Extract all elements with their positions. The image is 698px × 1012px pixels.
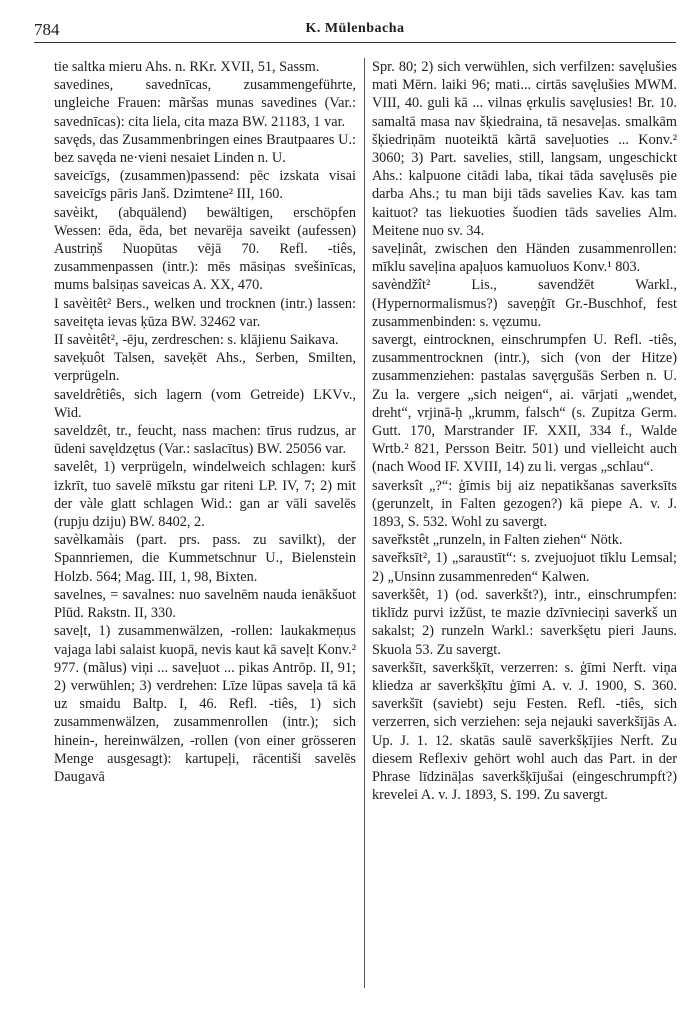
dictionary-entry: saveķuôt Talsen, saveķēt Ahs., Serben, Smilten, verprügeln. xyxy=(54,350,356,385)
column-divider xyxy=(364,58,365,988)
dictionary-entry: Spr. 80; 2) sich verwühlen, sich verfilzen: savęlušies mati Mērn. laiki 96; mati... cirtās savęlušies MWM. VIII, 40. guli kā ... vilnas ęrkulis savęlusies! Br. 10. samaltā masa nav šķiedraina, tā nesaveļas. smalkām šķiedriņām nuoteiktā kãrtā saveļuoties ... Konv.² 3060; 3) Part. savelies, still, langsam, ungeschickt Ahs.: kalpuone citādi laba, tikai tāda savęlusēs pie darba Ahs.; tu man biji tāds savelies Kav. kas tam kaituot? tas liekuoties šuodien tāds savelies Alm. Meitene nuo sv. 34. xyxy=(372,59,677,239)
page-header xyxy=(34,14,676,40)
dictionary-entry: savelnes, = savalnes: nuo savelnēm nauda ienākšuot Plūd. Rakstn. II, 330. xyxy=(54,586,356,622)
running-title: K. Mülenbacha xyxy=(305,21,405,36)
dictionary-entry: savèndžît² Lis., savendžēt Warkl., (Hypernormalismus?) saveņģīt Gr.-Buschhof, fest zusammenbinden: s. vęzumu. xyxy=(372,277,677,330)
dictionary-entry: savergt, eintrocknen, einschrumpfen U. Refl. -tiês, zusammentrocknen (intr.), sich (von der Hitze) zusammenziehen: pastalas savęrgušās Serben n. U. Zu la. vergere „sich neigen“, ai. vārjati „wendet, dreht“, vrjinā-ḥ „krumm, falsch“ (s. Zupitza Germ. Gutt. 170, Marstrander IF. XXII, 334 f., Walde Wrtb.² 821, Persson Beitr. 501) und vielleicht auch (nach Wood IF. XVIII, 14) zu li. vergas „schlau“. xyxy=(372,332,677,476)
dictionary-entry: savęds, das Zusammenbringen eines Brautpaares U.: bez savęda ne·vieni nesaiet Linden n. U. xyxy=(54,131,356,167)
right-column xyxy=(372,58,677,804)
dictionary-entry: savelêt, 1) verprügeln, windelweich schlagen: kurš izkrīt, tuo savelē mīkstu gar riteni LP. IV, 7; 2) mit der vàle glatt schlagen Wid.: gan ar vāli savelēs (rupju dziju) BW. 8402, 2. xyxy=(54,459,356,531)
dictionary-entry: saveldzêt, tr., feucht, nass machen: tīrus rudzus, ar ūdeni savęldzętus (Var.: saslacītus) BW. 25056 var. xyxy=(54,423,356,458)
dictionary-entry: I savèitêt² Bers., welken und trocknen (intr.) lassen: saveitęta ievas ķūza BW. 32462 var. xyxy=(54,295,356,330)
dictionary-entry: tie saltka mieru Ahs. n. RKr. XVII, 51, Sassm. xyxy=(54,59,320,75)
dictionary-entry: saverksît „?“: ģīmis bij aiz nepatikšanas saverksīts (gerunzelt, in Falten gezogen?) kā piepe A. v. J. 1893, S. 532. Wohl zu savergt. xyxy=(372,477,677,531)
dictionary-entry: saveļt, 1) zusammenwälzen, -rollen: laukakmeņus vajaga labi salaist kuopā, nevis kaut kā saveļt Konv.² 977. (mãlus) viņi ... saveļuot ... pikas Antrōp. II, 91; 2) verwühlen; 3) verdrehen: Līze lūpas saveļa tā kā uz smaidu Baltp. I, 46. Refl. -tiês, 1) sich zusammenwälzen, zusammenrollen (intr.); sich hinein-, hereinwälzen, -rollen (von einer grösseren Menge ausgesagt): kartupeļi, rācentiši savelēs Daugavā xyxy=(54,623,356,785)
dictionary-entry: saverkšīt, saverkšķīt, verzerren: s. ģīmi Nerft. viņa kliedza ar saverkšķītu ģīmi A. v. J. 1900, S. 360. saverkšīt (saviebt) seju Festen. Refl. -tiês, sich verzerren, sich verziehen: seja nejauki saverkšījās A. Up. J. 1. 12. skatās saulē saverkšķījies Nerft. Zu diesem Reflexiv gehört wohl auch das Part. in der Phrase līdzināļas saverkšķījušai (eingeschrumpft?) krevelei A. v. J. 1893, S. 199. Zu savergt. xyxy=(372,659,677,804)
dictionary-entry: saveļinât, zwischen den Händen zusammenrollen: mīklu saveļina apaļuos kamuoluos Konv.¹ 803. xyxy=(372,241,677,276)
dictionary-entry: II savèitêt², -ēju, zerdreschen: s. klājienu Saikava. xyxy=(54,332,339,349)
left-column xyxy=(54,58,356,786)
dictionary-entry: saveřkstêt „runzeln, in Falten ziehen“ Nötk. xyxy=(372,532,623,549)
page-number: 784 xyxy=(34,20,60,39)
dictionary-entry: savedines, savednīcas, zusammengeführte, ungleiche Frauen: mãršas munas savedines (Var.: savednīcas): cita liela, cita maza BW. 21183, 1 var. xyxy=(54,77,356,130)
dictionary-entry: saveicīgs, (zusammen)passend: pēc izskata visai saveicīgs pāris Janš. Dzimtene² III, 160. xyxy=(54,168,356,203)
header-rule xyxy=(34,42,676,43)
dictionary-entry: savèikt, (abquälend) bewältigen, erschöpfen Wessen: ēda, ēda, bet nevarēja saveikt (aufessen) Austriņš Nuopūtas vējā 70. Refl. -tiês, zusammenpassen (intr.): mēs māsiņas svešinīcas, mums balsiņas saveicas A. XX, 470. xyxy=(54,204,356,294)
dictionary-entry: saveřksīt², 1) „saraustīt“: s. zvejuojuot tīklu Lemsal; 2) „Unsinn zusammenreden“ Kalwen. xyxy=(372,550,677,585)
dictionary-entry: savèlkamàis (part. prs. pass. zu savilkt), der Spannriemen, die Kummetschnur U., Bielenstein Holzb. 564; Mag. III, 1, 98, Bixten. xyxy=(54,532,356,585)
dictionary-entry: saveldrêtiês, sich lagern (vom Getreide) LKVv., Wid. xyxy=(54,386,356,421)
dictionary-entry: saverkšêt, 1) (od. saverkšt?), intr., einschrumpfen: tiklīdz purvi izžūst, te mazie dzīvnieciņi saverkš un sakalst; 2) runzeln Warkl.: saverkšętu pieri Jauns. Skuola 53. Zu savergt. xyxy=(372,586,677,658)
